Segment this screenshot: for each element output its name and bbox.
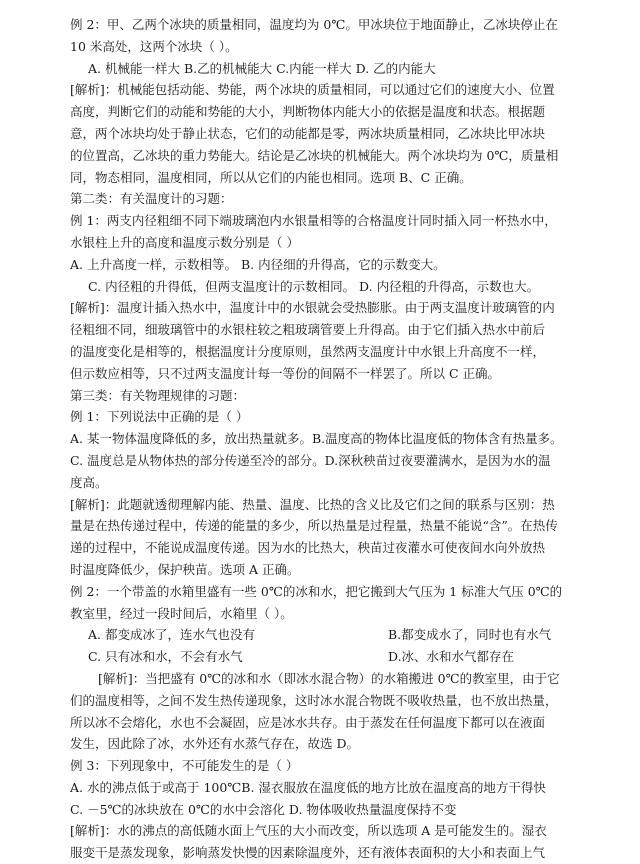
text-line: 所以冰不会熔化，水也不会凝固，应是冰水共存。由于蒸发在任何温度下都可以在液面 bbox=[70, 714, 546, 730]
option-a: A. 都变成冰了，连水气也没有 bbox=[88, 627, 255, 643]
option-line: A. 某一物体温度降低的多，放出热量就多。B.温度高的物体比温度低的物体含有热量多。 bbox=[70, 431, 563, 447]
text-line: 但示数应相等，只不过两支温度计每一等份的间隔不一样罢了。所以 C 正确。 bbox=[70, 365, 501, 381]
text-line: 教室里，经过一段时间后，水箱里（ ）。 bbox=[70, 605, 293, 621]
option-line: A. 机械能一样大 B.乙的机械能大 C.内能一样大 D. 乙的内能大 bbox=[88, 60, 436, 76]
text-line: 例 1：两支内径粗细不同下端玻璃泡内水银量相等的合格温度计同时插入同一杯热水中， bbox=[70, 213, 557, 229]
option-row bbox=[70, 646, 588, 668]
option-line: C. －5℃的冰块放在 0℃的水中会溶化 D. 物体吸收热量温度保持不变 bbox=[70, 801, 457, 817]
option-d: D.冰、水和水气都存在 bbox=[388, 649, 515, 665]
text-line: 径粗细不同，细玻璃管中的水银柱较之粗玻璃管要上升得高。由于它们插入热水中前后 bbox=[70, 322, 546, 338]
text-line: 的位置高，乙冰块的重力势能大。结论是乙冰块的机械能大。两个冰块均为 0℃，质量相 bbox=[70, 147, 559, 163]
option-line: A. 上升高度一样，示数相等。 B. 内径细的升得高，它的示数变大。 bbox=[70, 256, 446, 272]
option-b: B.都变成水了，同时也有水气 bbox=[388, 627, 552, 643]
text-line: 水银柱上升的高度和温度示数分别是（ ） bbox=[70, 234, 299, 250]
text-line: 高度，判断它们的动能和势能的大小，判断物体内能大小的依据是温度和状态。根据题 bbox=[70, 104, 546, 120]
text-line: 递的过程中，不能说成温度传递。因为水的比热大，秧苗过夜灌水可使夜间水向外放热 bbox=[70, 540, 546, 556]
text-line: 服变干是蒸发现象，影响蒸发快慢的因素除温度外，还有液体表面积的大小和表面上气 bbox=[70, 845, 546, 861]
section-heading: 第二类：有关温度计的习题： bbox=[70, 191, 233, 207]
text-line: 例 1：下列说法中正确的是（ ） bbox=[70, 409, 249, 425]
text-line: [解析]：水的沸点的高低随水面上气压的大小而改变，所以选项 A 是可能发生的。湿衣 bbox=[70, 823, 547, 839]
text-line: [解析]：此题就透彻理解内能、热量、温度、比热的含义比及它们之间的联系与区别：热 bbox=[70, 496, 555, 512]
option-c: C. 只有冰和水，不会有水气 bbox=[88, 649, 243, 665]
text-line: 量是在热传递过程中，传递的能量的多少，所以热量是过程量，热量不能说“含”。在热传 bbox=[70, 518, 558, 534]
text-line: [解析]：当把盛有 0℃的冰和水（即冰水混合物）的水箱搬进 0℃的教室里，由于它 bbox=[98, 670, 560, 686]
text-line: 10 米高处，这两个冰块（ ）。 bbox=[70, 38, 238, 54]
text-line: 的温度变化是相等的，根据温度计分度原则，虽然两支温度计中水银上升高度不一样， bbox=[70, 343, 546, 359]
text-line: 们的温度相等，之间不发生热传递现象，这时冰水混合物既不吸收热量，也不放出热量， bbox=[70, 692, 558, 708]
text-line: 例 2：甲、乙两个冰块的质量相同，温度均为 0℃。甲冰块位于地面静止，乙冰块停止在 bbox=[70, 17, 558, 32]
option-line: A. 水的沸点低于或高于 100℃B. 湿衣服放在温度低的地方比放在温度高的地方干得快 bbox=[70, 779, 546, 795]
option-line: C. 内径粗的升得低，但两支温度计的示数相同。 D. 内径粗的升得高，示数也大。 bbox=[88, 278, 540, 294]
text-line: 意，两个冰块均处于静止状态，它们的动能都是零，两冰块质量相同，乙冰块比甲冰块 bbox=[70, 125, 546, 141]
section-heading: 第三类：有关物理规律的习题： bbox=[70, 387, 246, 403]
text-line: 例 2：一个带盖的水箱里盛有一些 0℃的冰和水，把它搬到大气压为 1 标准大气压 0℃的 bbox=[70, 583, 563, 599]
text-line: 同，物态相同，温度相同，所以从它们的内能也相同。选项 B、C 正确。 bbox=[70, 169, 472, 185]
text-line: [解析]：机械能包括动能、势能，两个冰块的质量相同，可以通过它们的速度大小、位置 bbox=[70, 82, 555, 98]
text-line: 时温度降低少，保护秧苗。选项 A 正确。 bbox=[70, 561, 300, 577]
text-line: 发生，因此除了冰，水外还有水蒸气存在，故选 D。 bbox=[70, 736, 359, 752]
text-line: 度高。 bbox=[70, 474, 108, 490]
option-row bbox=[70, 624, 588, 646]
option-line: C. 温度总是从物体热的部分传递至冷的部分。D.深秋秧苗过夜要灌满水，是因为水的温 bbox=[70, 452, 551, 468]
text-line: [解析]：温度计插入热水中，温度计中的水银就会受热膨胀。由于两支温度计玻璃管的内 bbox=[70, 300, 555, 316]
text-line: 例 3：下列现象中，不可能发生的是（ ） bbox=[70, 758, 299, 774]
